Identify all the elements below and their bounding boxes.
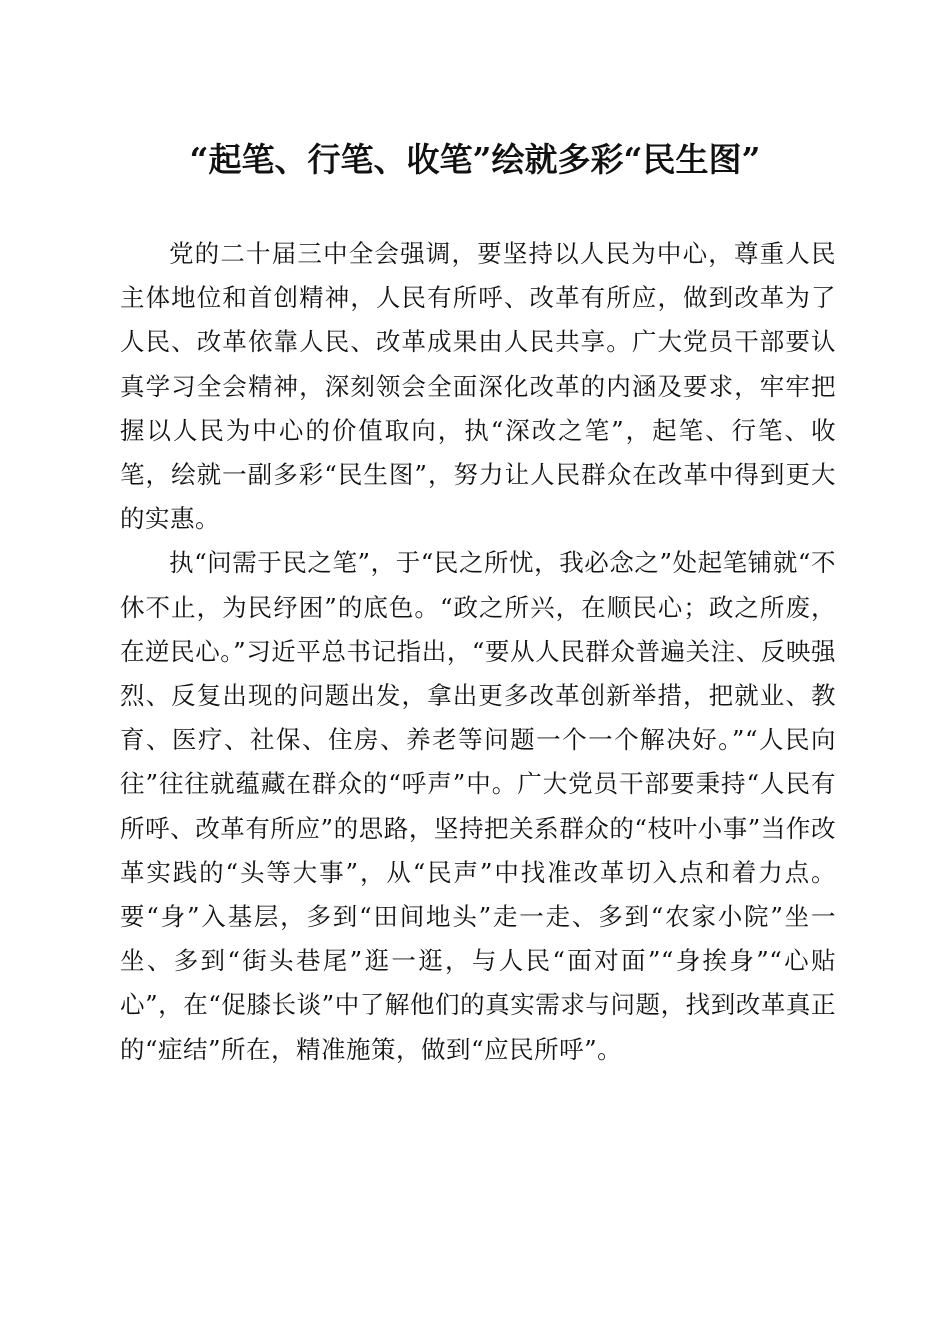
document-body <box>120 232 836 1072</box>
paragraph-1: 党的二十届三中全会强调，要坚持以人民为中心，尊重人民主体地位和首创精神，人民有所呼、改革有所应，做到改革为了人民、改革依靠人民、改革成果由人民共享。广大党员干部要认真学习全会精神，深刻领会全面深化改革的内涵及要求，牢牢把握以人民为中心的价值取向，执“深改之笔”，起笔、行笔、收笔，绘就一副多彩“民生图”，努力让人民群众在改革中得到更大的实惠。 <box>120 239 836 534</box>
paragraph-2: 执“问需于民之笔”，于“民之所忧，我必念之”处起笔铺就“不休不止，为民纾困”的底色。“政之所兴，在顺民心；政之所废，在逆民心。”习近平总书记指出，“要从人民群众普遍关注、反映强烈、反复出现的问题出发，拿出更多改革创新举措，把就业、教育、医疗、社保、住房、养老等问题一个一个解决好。”“人民向往”往往就蕴藏在群众的“呼声”中。广大党员干部要秉持“人民有所呼、改革有所应”的思路，坚持把关系群众的“枝叶小事”当作改革实践的“头等大事”，从“民声”中找准改革切入点和着力点。要“身”入基层，多到“田间地头”走一走、多到“农家小院”坐一坐、多到“街头巷尾”逛一逛，与人民“面对面”“身挨身”“心贴心”，在“促膝长谈”中了解他们的真实需求与问题，找到改革真正的“症结”所在，精准施策，做到“应民所呼”。 <box>120 548 836 1064</box>
document-title: “起笔、行笔、收笔”绘就多彩“民生图” <box>189 140 761 179</box>
